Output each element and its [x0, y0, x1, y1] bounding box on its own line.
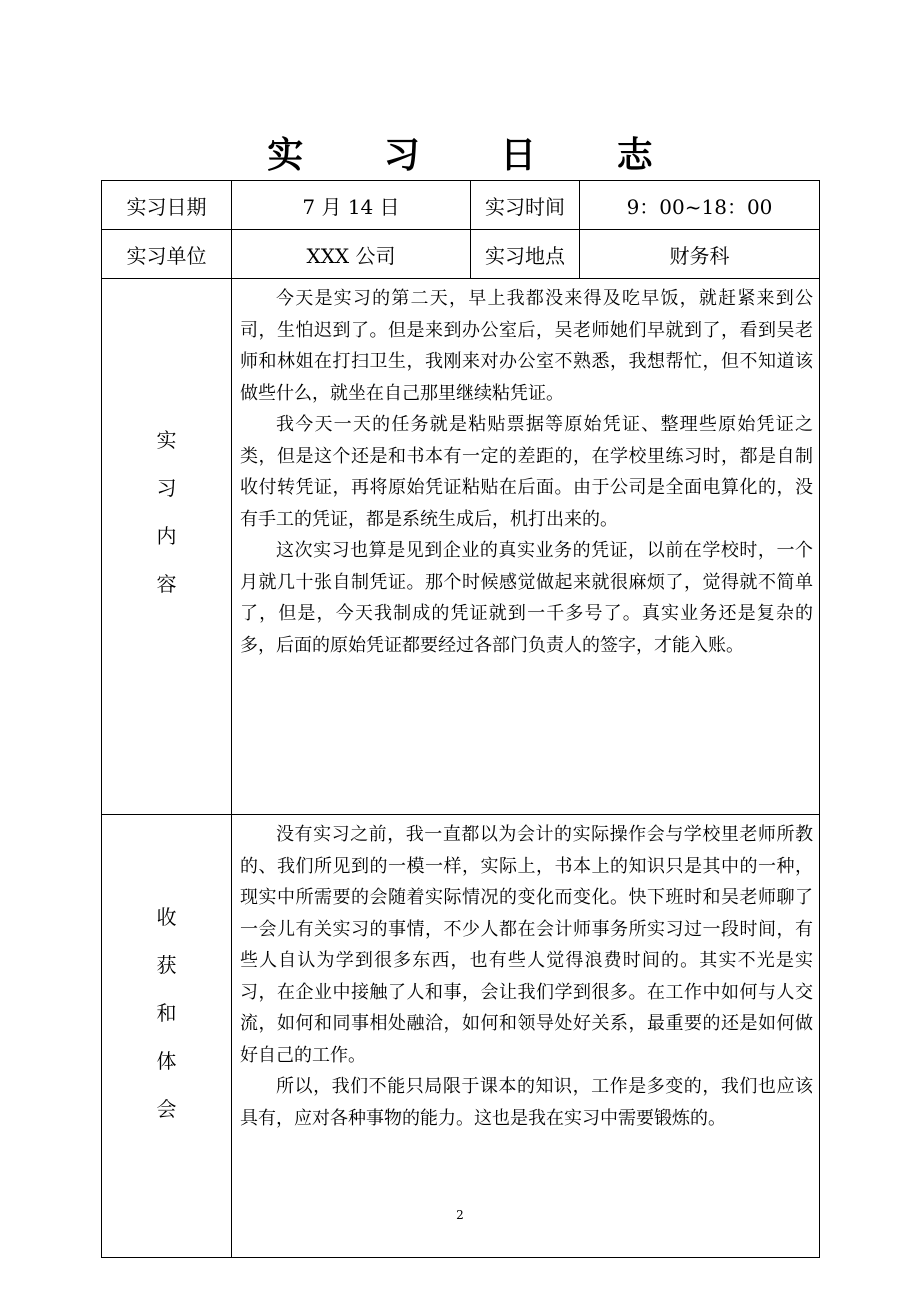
label-char: 会: [156, 1097, 177, 1121]
label-char: 和: [156, 1001, 177, 1025]
date-time-row: [102, 181, 820, 230]
unit-place-row: [102, 230, 820, 279]
harvest-paragraph: 没有实习之前，我一直都以为会计的实际操作会与学校里老师所教的、我们所见到的一模一样，实际上，书本上的知识只是其中的一种，现实中所需要的会随着实际情况的变化而变化。快下班时和吴老师聊了一会儿有关实习的事情，不少人都在会计师事务所实习过一段时间，有些人自认为学到很多东西，也有些人觉得浪费时间的。其实不光是实习，在企业中接触了人和事，会让我们学到很多。在工作中如何与人交流，如何和同事相处融洽，如何和领导处好关系，最重要的还是如何做好自己的工作。: [240, 824, 813, 1066]
unit-label: 实习单位: [102, 230, 232, 279]
content-paragraph: 我今天一天的任务就是粘贴票据等原始凭证、整理些原始凭证之类，但是这个还是和书本有一定的差距的，在学校里练习时，都是自制收付转凭证，再将原始凭证粘贴在后面。由于公司是全面电算化的，没有手工的凭证，都是系统生成后，机打出来的。: [240, 414, 813, 530]
label-char: 容: [156, 571, 177, 596]
time-value: 9：00~18：00: [580, 181, 820, 230]
content-paragraph: 这次实习也算是见到企业的真实业务的凭证，以前在学校时，一个月就几十张自制凭证。那个时候感觉做起来就很麻烦了，觉得就不简单了，但是，今天我制成的凭证就到一千多号了。真实业务还是复杂的多，后面的原始凭证都要经过各部门负责人的签字，才能入账。: [240, 540, 813, 656]
time-label: 实习时间: [471, 181, 580, 230]
content-text-cell: [232, 279, 820, 815]
content-row: [102, 279, 820, 815]
page-number: 2: [456, 1208, 464, 1222]
unit-value: XXX 公司: [232, 230, 471, 279]
harvest-text-cell: [232, 815, 820, 1258]
page-title: 实 习 日 志: [267, 134, 687, 176]
harvest-row: [102, 815, 820, 1258]
content-section-label: [102, 279, 232, 815]
place-value: 财务科: [580, 230, 820, 279]
place-label: 实习地点: [471, 230, 580, 279]
label-char: 收: [156, 905, 177, 929]
label-char: 习: [156, 475, 177, 500]
harvest-paragraph: 所以，我们不能只局限于课本的知识，工作是多变的，我们也应该具有，应对各种事物的能力。这也是我在实习中需要锻炼的。: [240, 1076, 813, 1129]
internship-log-table: [101, 180, 820, 1258]
label-char: 获: [156, 953, 177, 977]
content-paragraph: 今天是实习的第二天，早上我都没来得及吃早饭，就赶紧来到公司，生怕迟到了。但是来到办公室后，吴老师她们早就到了，看到吴老师和林姐在打扫卫生，我刚来对办公室不熟悉，我想帮忙，但不知道该做些什么，就坐在自己那里继续粘凭证。: [240, 288, 813, 404]
date-label: 实习日期: [102, 181, 232, 230]
label-char: 实: [156, 427, 177, 452]
label-char: 体: [156, 1049, 177, 1073]
label-char: 内: [156, 523, 177, 548]
date-value: 7 月 14 日: [232, 181, 471, 230]
harvest-section-label: [102, 815, 232, 1258]
